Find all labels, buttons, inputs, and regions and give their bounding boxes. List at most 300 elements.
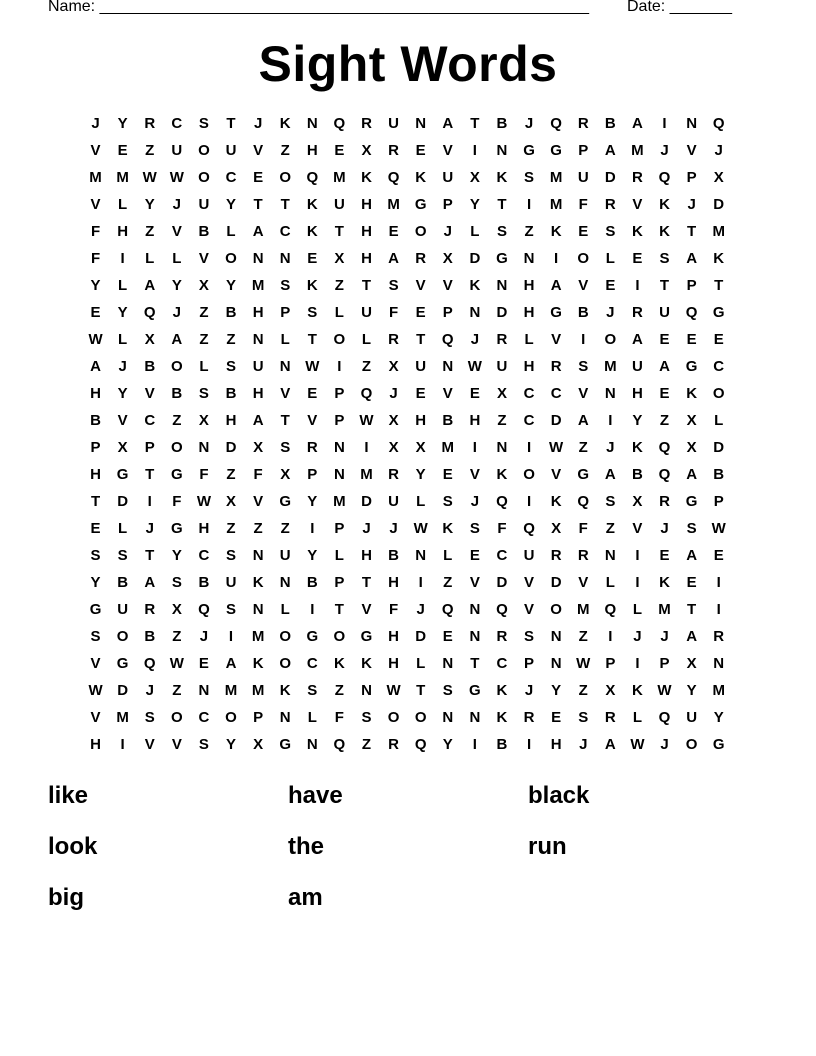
grid-letter: O [170, 439, 183, 456]
date-field: Date: _______ [627, 0, 732, 15]
word-list-item: run [528, 833, 567, 860]
grid-letter: N [279, 250, 291, 267]
grid-letter: Y [144, 196, 155, 213]
grid-letter: K [632, 223, 643, 240]
grid-letter: C [144, 412, 156, 429]
grid-letter: S [388, 277, 399, 294]
word-list-item: black [528, 782, 590, 809]
grid-letter: I [472, 736, 477, 753]
grid-letter: J [145, 682, 154, 699]
grid-letter: A [577, 412, 589, 429]
grid-letter: H [361, 547, 372, 564]
grid-letter: N [469, 709, 481, 726]
grid-letter: I [337, 358, 342, 375]
grid-letter: G [523, 142, 535, 159]
grid-letter: X [388, 412, 399, 429]
grid-letter: O [333, 331, 346, 348]
grid-letter: W [88, 682, 103, 699]
grid-letter: W [576, 655, 591, 672]
grid-letter: Z [334, 682, 344, 699]
grid-letter: U [686, 709, 698, 726]
grid-letter: Y [226, 736, 237, 753]
grid-letter: D [361, 493, 372, 510]
grid-letter: S [90, 547, 101, 564]
grid-letter: H [90, 736, 101, 753]
grid-letter: W [657, 682, 672, 699]
grid-letter: G [279, 493, 292, 510]
grid-letter: Q [685, 304, 698, 321]
grid-letter: S [686, 520, 697, 537]
grid-letter: R [144, 601, 156, 618]
grid-letter: K [361, 655, 372, 672]
grid-letter: Y [90, 574, 101, 591]
grid-letter: W [413, 520, 428, 537]
grid-letter: R [577, 547, 589, 564]
grid-letter: E [415, 142, 426, 159]
grid-letter: A [659, 358, 670, 375]
grid-letter: A [686, 250, 698, 267]
grid-letter: M [333, 493, 346, 510]
grid-letter: T [145, 547, 155, 564]
grid-letter: F [334, 709, 344, 726]
grid-letter: M [224, 682, 238, 699]
grid-letter: V [578, 277, 589, 294]
grid-letter: K [306, 196, 318, 213]
grid-letter: G [577, 466, 590, 483]
grid-letter: P [334, 412, 345, 429]
grid-letter: N [252, 601, 264, 618]
grid-letter: O [279, 628, 292, 645]
grid-letter: G [685, 358, 698, 375]
grid-letter: Y [551, 682, 562, 699]
grid-letter: P [90, 439, 101, 456]
grid-letter: U [415, 358, 427, 375]
grid-letter: Q [658, 169, 671, 186]
grid-letter: O [712, 385, 725, 402]
grid-letter: B [117, 574, 129, 591]
grid-letter: D [496, 574, 508, 591]
grid-letter: P [442, 196, 453, 213]
grid-letter: A [252, 223, 264, 240]
grid-letter: N [279, 358, 291, 375]
grid-letter: J [660, 520, 669, 537]
grid-letter: V [469, 574, 480, 591]
grid-letter: P [605, 655, 616, 672]
grid-letter: I [310, 520, 315, 537]
grid-letter: M [549, 169, 563, 186]
grid-letter: X [632, 493, 643, 510]
grid-letter: L [416, 493, 426, 510]
grid-letter: F [90, 223, 101, 240]
grid-letter: G [116, 466, 129, 483]
grid-letter: R [550, 547, 562, 564]
grid-letter: M [251, 628, 265, 645]
grid-letter: D [117, 682, 129, 699]
grid-letter: V [415, 277, 426, 294]
grid-letter: J [660, 628, 669, 645]
grid-letter: F [90, 250, 101, 267]
grid-letter: K [252, 574, 264, 591]
grid-letter: Y [90, 277, 101, 294]
grid-letter: N [415, 115, 427, 132]
grid-letter: K [496, 709, 508, 726]
grid-letter: J [687, 196, 696, 213]
grid-letter: B [225, 385, 237, 402]
grid-letter: J [660, 736, 669, 753]
grid-letter: I [228, 628, 234, 645]
grid-letter: V [144, 736, 155, 753]
grid-letter: Z [199, 331, 209, 348]
grid-letter: U [171, 142, 183, 159]
grid-letter: Z [334, 277, 344, 294]
grid-letter: T [307, 331, 317, 348]
grid-letter: G [496, 250, 508, 267]
grid-letter: O [523, 466, 535, 483]
grid-letter: Q [658, 466, 671, 483]
grid-letter: A [144, 277, 156, 294]
grid-letter: L [118, 277, 128, 294]
grid-letter: L [605, 574, 615, 591]
grid-letter: B [713, 466, 725, 483]
grid-letter: U [659, 304, 670, 321]
grid-letter: S [171, 574, 182, 591]
grid-letter: W [196, 493, 211, 510]
grid-letter: X [605, 682, 616, 699]
grid-letter: M [441, 439, 455, 456]
grid-letter: X [469, 169, 480, 186]
grid-letter: P [307, 466, 318, 483]
grid-letter: Y [686, 682, 697, 699]
grid-letter: H [388, 655, 399, 672]
grid-letter: H [415, 412, 427, 429]
grid-letter: K [415, 169, 427, 186]
grid-letter: Z [172, 682, 182, 699]
grid-letter: S [524, 169, 535, 186]
grid-letter: N [604, 385, 616, 402]
grid-letter: L [605, 250, 615, 267]
grid-letter: J [253, 115, 263, 132]
grid-letter: O [550, 601, 562, 618]
grid-letter: P [442, 304, 453, 321]
grid-letter: J [443, 223, 452, 240]
word-list-item: am [288, 884, 323, 911]
grid-letter: R [604, 709, 616, 726]
grid-letter: P [686, 169, 697, 186]
grid-letter: H [90, 466, 101, 483]
grid-letter: H [225, 412, 237, 429]
grid-letter: N [496, 142, 508, 159]
grid-letter: R [496, 628, 508, 645]
grid-letter: T [416, 331, 426, 348]
grid-letter: X [713, 169, 724, 186]
grid-letter: E [659, 547, 670, 564]
grid-letter: C [306, 655, 318, 672]
grid-letter: R [388, 736, 399, 753]
grid-letter: Z [226, 331, 236, 348]
grid-letter: K [659, 196, 670, 213]
grid-letter: P [253, 709, 264, 726]
grid-letter: L [361, 331, 372, 348]
grid-letter: N [686, 115, 698, 132]
grid-letter: E [686, 574, 697, 591]
grid-letter: H [388, 628, 399, 645]
grid-letter: Y [442, 736, 453, 753]
grid-letter: Q [143, 655, 156, 672]
grid-letter: M [549, 196, 563, 213]
grid-letter: O [604, 331, 617, 348]
grid-letter: X [198, 277, 209, 294]
grid-letter: X [388, 358, 399, 375]
grid-letter: N [523, 250, 535, 267]
grid-letter: U [333, 196, 345, 213]
grid-letter: J [606, 304, 615, 321]
grid-letter: Z [280, 520, 290, 537]
grid-letter: N [442, 358, 454, 375]
grid-letter: R [388, 142, 399, 159]
grid-letter: S [578, 358, 589, 375]
grid-letter: Q [496, 493, 508, 510]
grid-letter: H [388, 574, 399, 591]
grid-letter: X [415, 439, 426, 456]
grid-letter: G [116, 655, 129, 672]
grid-letter: L [226, 223, 236, 240]
grid-letter: E [90, 304, 101, 321]
grid-letter: Q [306, 169, 319, 186]
grid-letter: W [169, 169, 184, 186]
grid-letter: O [170, 358, 183, 375]
grid-letter: I [662, 115, 667, 132]
grid-letter: L [145, 250, 155, 267]
grid-letter: R [496, 331, 508, 348]
grid-letter: T [470, 655, 480, 672]
grid-letter: C [523, 385, 535, 402]
grid-letter: Q [712, 115, 725, 132]
grid-letter: S [280, 439, 291, 456]
grid-letter: M [576, 601, 590, 618]
grid-letter: D [117, 493, 129, 510]
word-list-item: the [288, 833, 324, 860]
grid-letter: S [307, 304, 318, 321]
grid-letter: D [550, 574, 562, 591]
grid-letter: V [686, 142, 697, 159]
grid-letter: Z [524, 223, 534, 240]
grid-letter: K [659, 574, 670, 591]
grid-letter: N [496, 277, 508, 294]
grid-letter: T [361, 277, 372, 294]
grid-letter: L [118, 331, 128, 348]
grid-letter: L [280, 601, 290, 618]
grid-letter: O [279, 655, 292, 672]
grid-letter: Z [145, 223, 155, 240]
grid-letter: T [90, 493, 101, 510]
grid-letter: A [632, 331, 643, 348]
grid-letter: K [252, 655, 264, 672]
grid-letter: I [120, 736, 125, 753]
grid-letter: B [144, 358, 156, 375]
grid-letter: K [496, 682, 508, 699]
grid-letter: D [415, 628, 427, 645]
grid-letter: E [307, 385, 318, 402]
grid-letter: A [90, 358, 101, 375]
grid-letter: W [467, 358, 482, 375]
grid-letter: N [415, 547, 427, 564]
grid-letter: M [387, 196, 400, 213]
grid-letter: K [306, 223, 318, 240]
grid-letter: W [359, 412, 374, 429]
grid-letter: K [333, 655, 345, 672]
grid-letter: R [415, 250, 427, 267]
grid-letter: L [714, 412, 724, 429]
grid-letter: L [118, 196, 128, 213]
grid-letter: S [144, 709, 155, 726]
grid-letter: I [635, 547, 640, 564]
grid-letter: V [171, 736, 182, 753]
grid-letter: X [361, 142, 372, 159]
grid-letter: Q [496, 601, 508, 618]
name-field: Name: _______________________________________________________ [48, 0, 589, 15]
grid-letter: F [253, 466, 263, 483]
word-list [48, 778, 768, 931]
grid-letter: A [604, 142, 616, 159]
grid-letter: R [361, 115, 372, 132]
grid-letter: L [118, 520, 128, 537]
grid-letter: S [361, 709, 372, 726]
grid-letter: M [116, 169, 129, 186]
grid-letter: I [147, 493, 152, 510]
grid-letter: S [226, 547, 237, 564]
word-list-item: like [48, 782, 89, 809]
grid-letter: J [470, 493, 480, 510]
grid-letter: T [280, 196, 290, 213]
grid-letter: V [551, 466, 562, 483]
grid-letter: T [687, 601, 697, 618]
grid-letter: K [469, 277, 481, 294]
grid-letter: X [117, 439, 128, 456]
grid-letter: Y [307, 547, 318, 564]
grid-letter: V [90, 196, 101, 213]
grid-letter: Q [604, 601, 617, 618]
grid-letter: V [632, 520, 643, 537]
grid-letter: V [524, 601, 535, 618]
grid-letter: U [523, 547, 535, 564]
grid-letter: K [361, 169, 372, 186]
grid-letter: J [389, 520, 398, 537]
grid-letter: E [334, 142, 345, 159]
grid-letter: T [253, 196, 263, 213]
grid-letter: V [442, 385, 453, 402]
grid-letter: K [306, 277, 318, 294]
grid-letter: W [142, 169, 157, 186]
grid-letter: I [716, 574, 721, 591]
grid-letter: W [630, 736, 645, 753]
grid-letter: A [225, 655, 237, 672]
grid-letter: A [171, 331, 183, 348]
grid-letter: N [550, 655, 562, 672]
grid-letter: V [198, 250, 209, 267]
grid-letter: X [334, 250, 345, 267]
grid-letter: F [199, 466, 209, 483]
grid-letter: Z [172, 628, 182, 645]
grid-letter: J [714, 142, 723, 159]
grid-letter: E [442, 466, 453, 483]
grid-letter: Z [578, 682, 588, 699]
grid-letter: D [713, 196, 725, 213]
grid-letter: O [414, 223, 427, 240]
grid-letter: X [253, 736, 264, 753]
grid-letter: T [145, 466, 155, 483]
grid-letter: E [686, 331, 697, 348]
grid-letter: P [713, 493, 724, 510]
grid-letter: N [333, 466, 345, 483]
grid-letter: K [279, 682, 291, 699]
grid-letter: B [496, 115, 508, 132]
grid-letter: V [361, 601, 372, 618]
grid-letter: Y [117, 304, 128, 321]
grid-letter: E [198, 655, 209, 672]
grid-letter: I [526, 736, 532, 753]
grid-letter: E [605, 277, 616, 294]
grid-letter: C [523, 412, 535, 429]
grid-letter: R [550, 358, 562, 375]
grid-letter: M [658, 601, 671, 618]
grid-letter: U [117, 601, 129, 618]
grid-letter: K [442, 520, 454, 537]
grid-letter: M [712, 682, 725, 699]
grid-letter: N [496, 439, 508, 456]
grid-letter: U [361, 304, 372, 321]
grid-letter: U [225, 142, 237, 159]
grid-letter: E [713, 547, 724, 564]
grid-letter: V [524, 574, 535, 591]
grid-letter: Z [226, 520, 236, 537]
word-search-grid [82, 110, 732, 758]
grid-letter: I [716, 601, 721, 618]
grid-letter: T [334, 601, 344, 618]
grid-letter: B [198, 223, 210, 240]
grid-letter: L [632, 709, 642, 726]
grid-letter: C [279, 223, 291, 240]
grid-letter: I [581, 331, 586, 348]
grid-letter: Y [713, 709, 724, 726]
grid-letter: S [198, 385, 209, 402]
grid-letter: N [279, 574, 291, 591]
grid-letter: X [144, 331, 155, 348]
grid-letter: K [632, 439, 643, 456]
grid-letter: P [334, 385, 345, 402]
grid-letter: Y [171, 547, 182, 564]
grid-letter: M [631, 142, 644, 159]
grid-letter: R [632, 304, 643, 321]
grid-letter: Z [253, 520, 263, 537]
grid-letter: D [550, 412, 562, 429]
grid-letter: Q [441, 601, 454, 618]
grid-letter: X [496, 385, 507, 402]
grid-letter: K [550, 223, 562, 240]
grid-letter: B [388, 547, 399, 564]
grid-letter: Q [333, 736, 346, 753]
grid-letter: G [712, 736, 725, 753]
grid-letter: O [225, 709, 237, 726]
grid-letter: H [523, 277, 535, 294]
header-fields [48, 0, 748, 17]
grid-letter: A [550, 277, 562, 294]
grid-letter: Q [658, 709, 671, 726]
grid-letter: F [388, 304, 399, 321]
grid-letter: G [306, 628, 319, 645]
grid-letter: J [579, 736, 588, 753]
grid-letter: X [686, 655, 697, 672]
grid-letter: K [632, 682, 643, 699]
